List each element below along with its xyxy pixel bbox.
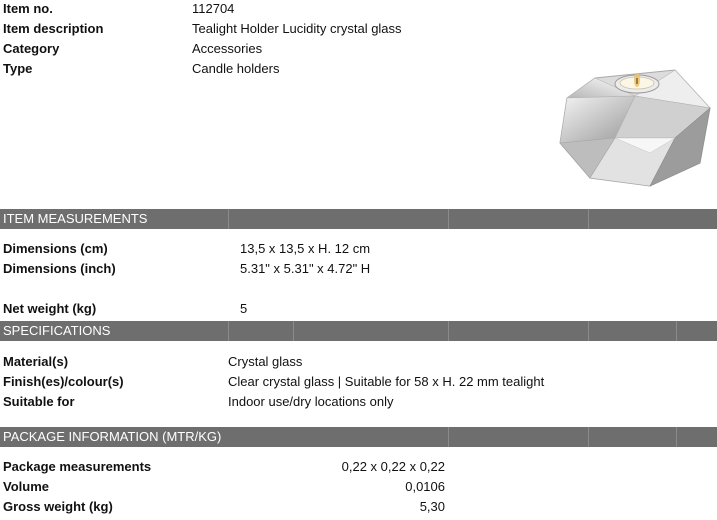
category-label: Category [3, 41, 60, 56]
header-divider [448, 427, 449, 447]
package-information-header [0, 427, 717, 447]
header-divider [588, 427, 589, 447]
header-divider [448, 321, 449, 341]
materials-label: Material(s) [3, 354, 69, 369]
item-no-label: Item no. [3, 1, 53, 16]
header-divider [293, 321, 294, 341]
item-measurements-title: ITEM MEASUREMENTS [3, 211, 148, 226]
header-divider [588, 209, 589, 229]
category-value: Accessories [192, 41, 263, 56]
volume-label: Volume [3, 479, 49, 494]
type-label: Type [3, 61, 33, 76]
header-divider [676, 427, 677, 447]
package-measurements-value: 0,22 x 0,22 x 0,22 [341, 459, 445, 474]
volume-value: 0,0106 [405, 479, 445, 494]
item-no-value: 112704 [192, 1, 235, 16]
suitable-for-label: Suitable for [3, 394, 75, 409]
package-information-title: PACKAGE INFORMATION (MTR/KG) [3, 429, 222, 444]
finish-colour-value: Clear crystal glass | Suitable for 58 x H. 22 mm tealight [228, 374, 545, 389]
crystal-tealight-holder-photo [555, 58, 715, 188]
dimensions-cm-value: 13,5 x 13,5 x H. 12 cm [240, 241, 371, 256]
item-description-label: Item description [3, 21, 104, 36]
dimensions-inch-value: 5.31" x 5.31" x 4.72" H [240, 261, 371, 276]
gross-weight-value: 5,30 [419, 499, 445, 514]
header-divider [588, 321, 589, 341]
specifications-title: SPECIFICATIONS [3, 323, 111, 338]
header-divider [228, 209, 229, 229]
header-divider [676, 321, 677, 341]
net-weight-label: Net weight (kg) [3, 301, 97, 316]
dimensions-inch-label: Dimensions (inch) [3, 261, 116, 276]
gross-weight-label: Gross weight (kg) [3, 499, 113, 514]
net-weight-value: 5 [240, 301, 248, 316]
header-divider [448, 209, 449, 229]
dimensions-cm-label: Dimensions (cm) [3, 241, 108, 256]
suitable-for-value: Indoor use/dry locations only [228, 394, 394, 409]
materials-value: Crystal glass [228, 354, 303, 369]
type-value: Candle holders [192, 61, 280, 76]
finish-colour-label: Finish(es)/colour(s) [3, 374, 124, 389]
item-description-value: Tealight Holder Lucidity crystal glass [192, 21, 402, 36]
header-divider [228, 321, 229, 341]
specifications-header [0, 321, 717, 341]
package-measurements-label: Package measurements [3, 459, 152, 474]
item-measurements-header [0, 209, 717, 229]
